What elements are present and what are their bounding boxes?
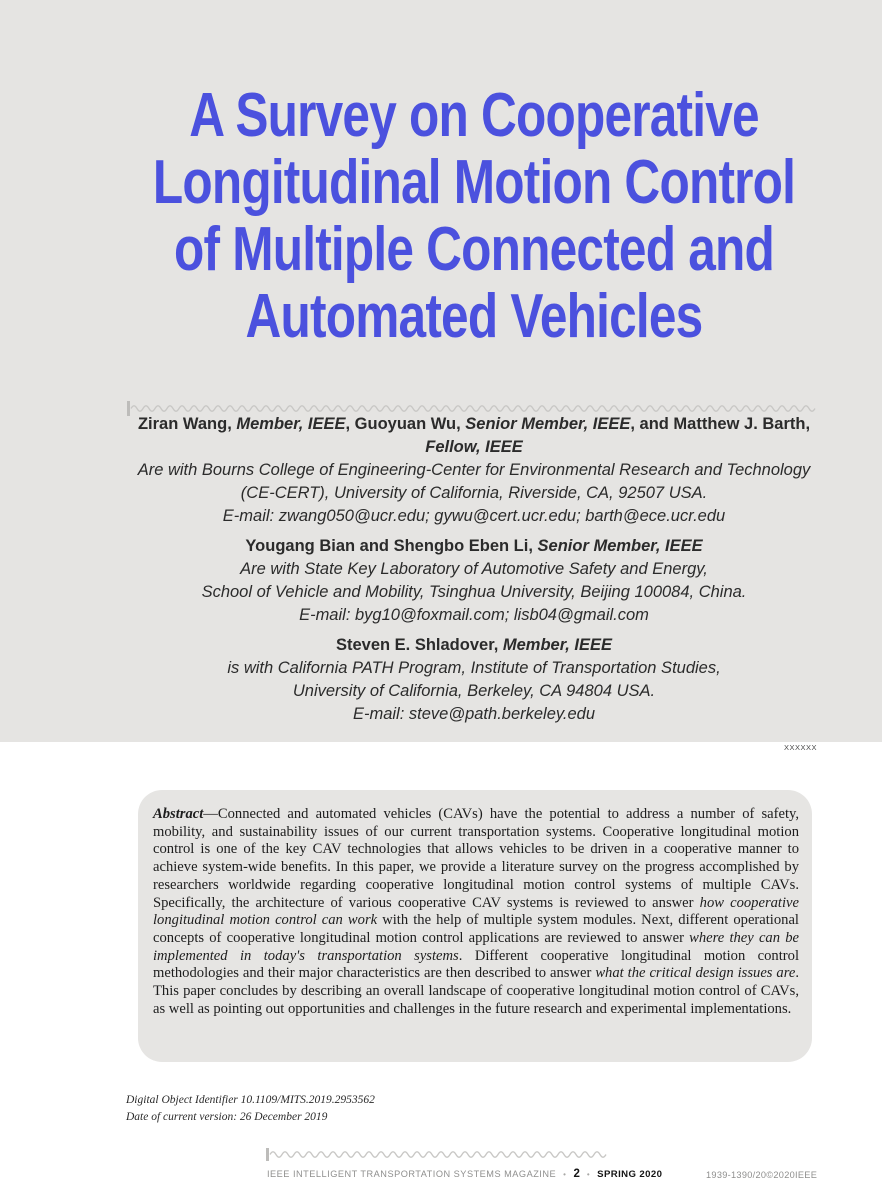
wavy-separator bbox=[269, 1149, 610, 1159]
paper-title-line: Automated Vehicles bbox=[245, 282, 703, 351]
author-email: E-mail: byg10@foxmail.com; lisb04@gmail.com bbox=[299, 606, 649, 624]
author-email: E-mail: steve@path.berkeley.edu bbox=[352, 705, 596, 723]
wavy-separator bbox=[130, 403, 817, 413]
author-affiliation: (CE-CERT), University of California, Riverside, CA, 92507 USA. bbox=[240, 484, 708, 502]
author-affiliation: School of Vehicle and Mobility, Tsinghua University, Beijing 100084, China. bbox=[201, 583, 747, 601]
author-names: Steven E. Shladover, Member, IEEE bbox=[335, 636, 613, 654]
author-affiliation: Are with Bourns College of Engineering-Center for Environmental Research and Technology bbox=[137, 461, 811, 479]
author-affiliation: Are with State Key Laboratory of Automotive Safety and Energy, bbox=[240, 560, 708, 578]
abstract-text: Abstract—Connected and automated vehicles (CAVs) have the potential to address a number of safety, mobility, and sustainability issues of our current transportation systems. Cooperative longitudinal motion control is one of the key CAV technologies that allows vehicles to be driven in a cooperative manner to achieve system-wide benefits. In this paper, we provide a literature survey on the progress accomplished by researchers worldwide regarding cooperative longitudinal motion control systems of multiple CAVs. Specifically, the architecture of various cooperative CAV systems is reviewed to answer how cooperative longitudinal motion control can work with the help of multiple system modules. Next, different operational concepts of cooperative longitudinal motion control applications are reviewed to answer where they can be implemented in today's transportation systems. Different cooperative longitudinal motion control methodologies and their major characteristics are then described to answer what the critical design issues are. This paper concludes by describing an overall landscape of cooperative longitudinal motion control of CAVs, as well as pointing out opportunities and challenges in the future research and experimental implementations. bbox=[153, 806, 799, 1017]
page-number: 2 bbox=[573, 1168, 580, 1180]
author-email: E-mail: zwang050@ucr.edu; gywu@cert.ucr.edu; barth@ece.ucr.edu bbox=[222, 507, 726, 525]
author-block bbox=[66, 413, 882, 733]
author-names: Fellow, IEEE bbox=[425, 438, 523, 456]
bullet-icon: • bbox=[586, 1170, 591, 1179]
issn-copyright: 1939-1390/20©2020IEEE bbox=[706, 1170, 818, 1180]
version-date-line: Date of current version: 26 December 2019 bbox=[126, 1111, 328, 1123]
author-affiliation: is with California PATH Program, Institute of Transportation Studies, bbox=[227, 659, 721, 677]
issue-label: SPRING 2020 bbox=[597, 1169, 663, 1180]
abstract-box bbox=[138, 790, 812, 1062]
paper-title bbox=[48, 82, 882, 350]
article-footnote bbox=[126, 1092, 375, 1126]
paper-title-line: of Multiple Connected and bbox=[174, 215, 774, 284]
bullet-icon: • bbox=[563, 1170, 567, 1179]
paper-title-line: Longitudinal Motion Control bbox=[152, 148, 796, 217]
author-names: Ziran Wang, Member, IEEE, Guoyuan Wu, Senior Member, IEEE, and Matthew J. Barth, bbox=[137, 415, 811, 433]
article-id-placeholder: XXXXXX bbox=[783, 743, 817, 752]
author-affiliation: University of California, Berkeley, CA 94804 USA. bbox=[292, 682, 656, 700]
running-footer bbox=[267, 1168, 662, 1180]
author-names: Yougang Bian and Shengbo Eben Li, Senior Member, IEEE bbox=[245, 537, 703, 555]
doi-line: Digital Object Identifier 10.1109/MITS.2019.2953562 bbox=[126, 1094, 375, 1106]
author-group-ucr bbox=[66, 413, 882, 528]
magazine-name: IEEE INTELLIGENT TRANSPORTATION SYSTEMS MAGAZINE bbox=[267, 1169, 557, 1179]
paper-title-line: A Survey on Cooperative bbox=[189, 81, 759, 150]
author-group-berkeley bbox=[66, 634, 882, 726]
author-group-tsinghua bbox=[66, 535, 882, 627]
